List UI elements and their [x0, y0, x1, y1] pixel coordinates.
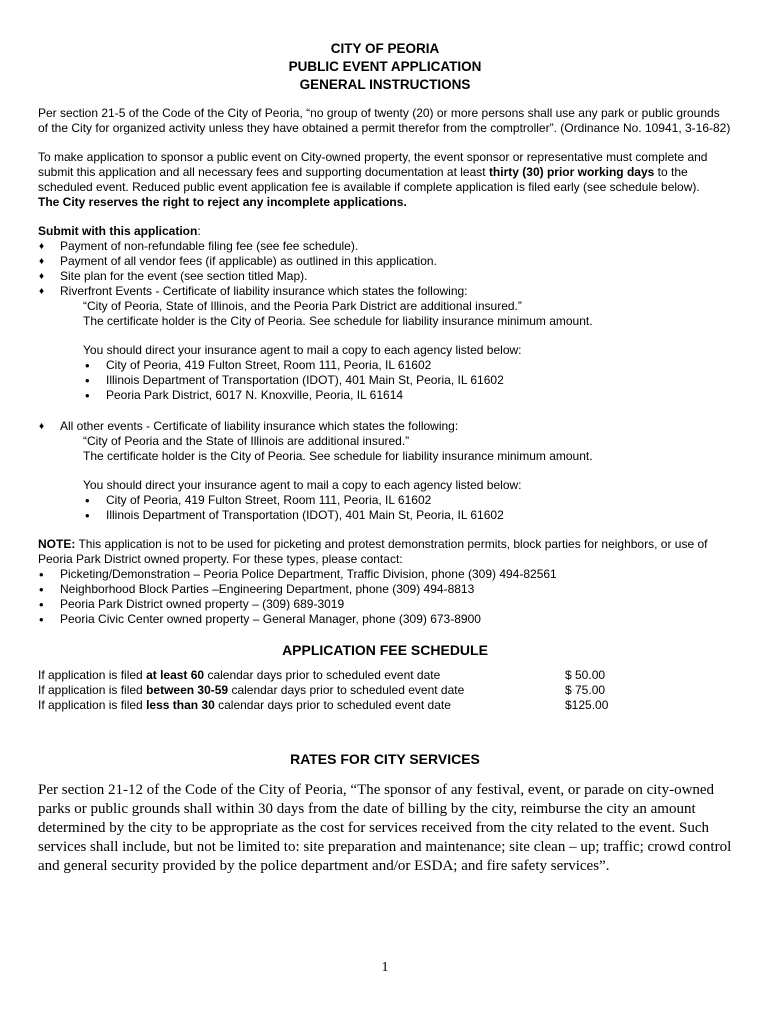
fee-prefix: If application is filed: [38, 668, 147, 682]
fee-schedule-heading: APPLICATION FEE SCHEDULE: [282, 642, 488, 658]
submit-list: [38, 239, 732, 523]
other-details: [60, 434, 732, 493]
riverfront-direct-agent: You should direct your insurance agent to mail a copy to each agency listed below:: [83, 343, 522, 357]
other-agency-list: [60, 493, 732, 523]
document-header: [38, 40, 732, 94]
fee-condition: [38, 668, 440, 682]
fee-schedule-section: [38, 641, 732, 713]
list-item: • Peoria Civic Center owned property – General Manager, phone (309) 673-8900: [38, 612, 732, 627]
rates-paragraph: Per section 21-12 of the Code of the City of Peoria, “The sponsor of any festival, event, or parade on city-owned parks or public grounds shall within 30 days from the date of billing by the city, reimburse the city an amount determined by the city to be appropriate as the cost for services received from the city related to the event. Such services shall include, but not be limited to: site preparation and maintenance; site clean – up; traffic; crowd control and general security provided by the police department and/or ESDA; and fire safety services”.: [38, 782, 732, 874]
apply-deadline: thirty (30) prior working days: [488, 165, 655, 179]
reserve-right-notice: The City reserves the right to reject any incomplete applications.: [38, 195, 407, 209]
list-item: [38, 284, 732, 419]
apply-text-end: to the scheduled event. Reduced public event application fee is available if complete application is filed early (see schedule below).: [38, 165, 700, 194]
list-item: • Neighborhood Block Parties –Engineering Department, phone (309) 494-8813: [38, 582, 732, 597]
submit-item-text: Payment of non-refundable filing fee (see fee schedule).: [60, 239, 359, 253]
list-item: [38, 254, 732, 269]
fee-table: [38, 668, 732, 713]
list-item: [38, 419, 732, 523]
page-number: 1: [381, 960, 389, 975]
note-label: NOTE:: [38, 537, 76, 551]
submit-heading: Submit with this application: [38, 224, 198, 238]
other-insured-quote: “City of Peoria and the State of Illinois are additional insured.”: [83, 434, 410, 448]
fee-amount: $125.00: [565, 698, 609, 712]
diamond-bullet-icon: ♦: [39, 256, 45, 267]
list-item: • City of Peoria, 419 Fulton Street, Room 111, Peoria, IL 61602: [83, 358, 732, 373]
fee-condition: [38, 698, 451, 712]
apply-text-start: To make application to sponsor a public event on City-owned property, the event sponsor or representative must complete and submit this application and all necessary fees and supporting documentation at least: [38, 150, 708, 179]
fee-window: less than 30: [146, 698, 215, 712]
contact-list: [38, 567, 732, 627]
fee-suffix: calendar days prior to scheduled event date: [214, 698, 451, 712]
list-item: [38, 269, 732, 284]
list-item: • Peoria Park District owned property – (309) 689-3019: [38, 597, 732, 612]
fee-row: [38, 668, 732, 683]
submit-section: [38, 224, 732, 523]
submit-item-text: Riverfront Events - Certificate of liability insurance which states the following:: [60, 284, 468, 298]
fee-amount: $ 75.00: [565, 683, 606, 697]
submit-heading-colon: :: [197, 224, 201, 238]
rates-heading: RATES FOR CITY SERVICES: [290, 751, 480, 767]
fee-amount: $ 50.00: [565, 668, 606, 682]
header-application: PUBLIC EVENT APPLICATION: [288, 59, 482, 74]
list-item: • City of Peoria, 419 Fulton Street, Room 111, Peoria, IL 61602: [83, 493, 732, 508]
other-certificate-holder: The certificate holder is the City of Peoria. See schedule for liability insurance minimum amount.: [83, 449, 593, 463]
list-item: • Peoria Park District, 6017 N. Knoxville, Peoria, IL 61614: [83, 388, 732, 403]
submit-item-text: All other events - Certificate of liability insurance which states the following:: [60, 419, 459, 433]
submit-heading-line: [38, 224, 732, 239]
header-city: CITY OF PEORIA: [330, 41, 440, 56]
submit-item-text: Site plan for the event (see section titled Map).: [60, 269, 308, 283]
rates-section: [38, 750, 732, 876]
fee-prefix: If application is filed: [38, 683, 147, 697]
fee-row: [38, 698, 732, 713]
fee-window: between 30-59: [146, 683, 229, 697]
list-item: • Illinois Department of Transportation (IDOT), 401 Main St, Peoria, IL 61602: [83, 373, 732, 388]
other-direct-agent: You should direct your insurance agent to mail a copy to each agency listed below:: [83, 478, 522, 492]
fee-prefix: If application is filed: [38, 698, 147, 712]
fee-row: [38, 683, 732, 698]
fee-suffix: calendar days prior to scheduled event date: [204, 668, 441, 682]
riverfront-agency-list: [60, 358, 732, 403]
ordinance-paragraph: Per section 21-5 of the Code of the City of Peoria, “no group of twenty (20) or more persons shall use any park or public grounds of the City for organized activity unless they have obtained a permit therefor from the comptroller”. (Ordinance No. 10941, 3-16-82): [38, 106, 731, 135]
submit-item-text: Payment of all vendor fees (if applicable) as outlined in this application.: [60, 254, 437, 268]
fee-suffix: calendar days prior to scheduled event date: [228, 683, 465, 697]
list-item: [38, 239, 732, 254]
note-paragraph: [38, 537, 732, 567]
diamond-bullet-icon: ♦: [39, 421, 45, 432]
diamond-bullet-icon: ♦: [39, 271, 45, 282]
list-item: • Picketing/Demonstration – Peoria Police Department, Traffic Division, phone (309) 494-82561: [38, 567, 732, 582]
list-item: • Illinois Department of Transportation (IDOT), 401 Main St, Peoria, IL 61602: [83, 508, 732, 523]
diamond-bullet-icon: ♦: [39, 241, 45, 252]
riverfront-details: [60, 299, 732, 358]
header-instructions: GENERAL INSTRUCTIONS: [299, 77, 471, 92]
riverfront-insured-quote: “City of Peoria, State of Illinois, and the Peoria Park District are additional insured.”: [83, 299, 522, 313]
apply-paragraph: [38, 150, 732, 195]
note-text: This application is not to be used for picketing and protest demonstration permits, block parties for neighbors, or use of Peoria Park District owned property. For these types, please contact:: [38, 537, 708, 566]
note-section: [38, 537, 732, 627]
document-page: [38, 40, 732, 876]
riverfront-certificate-holder: The certificate holder is the City of Peoria. See schedule for liability insurance minimum amount.: [83, 314, 593, 328]
fee-condition: [38, 683, 464, 697]
fee-window: at least 60: [146, 668, 205, 682]
diamond-bullet-icon: ♦: [39, 286, 45, 297]
